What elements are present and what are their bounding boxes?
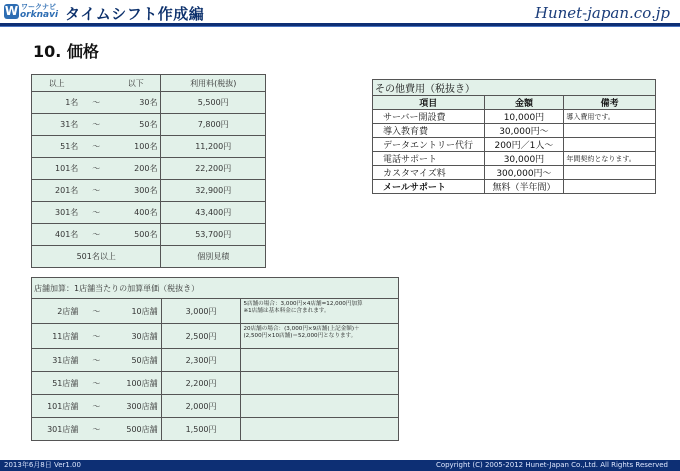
price-row: 301名 ～ 400名 43,400円 xyxy=(32,202,266,224)
store-row: 11店舗 ～ 30店舗 2,500円 20店舗の場合：(3,000円×9店舗(上記金額)＋ (2,500円×10店舗)＝52,000円となります。 xyxy=(32,324,399,349)
footer-date: 2013年6月8日 Ver1.00 xyxy=(4,461,81,469)
price-row: 101名 ～ 200名 22,200円 xyxy=(32,158,266,180)
store-row: 2店舗 ～ 10店舗 3,000円 5店舗の場合：3,000円×4店舗=12,000円加算 ※1店舗は基本料金に含まれます。 xyxy=(32,299,399,324)
other-cost-row: メールサポート 無料（半年間） xyxy=(373,180,656,194)
logo-kana: ワークナビ xyxy=(21,3,56,11)
store-note-5: 5店舗の場合：3,000円×4店舗=12,000円加算 ※1店舗は基本料金に含まれます。 xyxy=(241,299,399,324)
brand-url: Hunet-japan.co.jp xyxy=(534,4,670,22)
store-row: 51店舗 ～ 100店舗 2,200円 xyxy=(32,372,399,395)
document-title: タイムシフト作成編 xyxy=(65,5,205,23)
price-range-over: 501名以上 xyxy=(32,246,161,268)
other-costs-title: その他費用（税抜き） xyxy=(373,80,656,96)
price-table xyxy=(31,74,266,268)
other-costs-table xyxy=(372,79,656,194)
price-table-header xyxy=(32,75,266,92)
header-to: 以下 xyxy=(111,75,161,92)
price-row: 201名 ～ 300名 32,900円 xyxy=(32,180,266,202)
header-rule-light xyxy=(0,26,680,27)
store-addon-table xyxy=(31,277,399,441)
other-cost-row: サーバー開設費 10,000円 導入費用です。 xyxy=(373,110,656,124)
other-cost-row: 導入教育費 30,000円～ xyxy=(373,124,656,138)
logo-letter: W xyxy=(4,4,19,18)
other-cost-row: 電話サポート 30,000円 年間契約となります。 xyxy=(373,152,656,166)
footer-copyright: Copyright (C) 2005-2012 Hunet-Japan Co.,Ltd. All Rights Reserved xyxy=(435,461,668,469)
price-custom-quote: 個別見積 xyxy=(161,246,266,268)
price-row: 31名 ～ 50名 7,800円 xyxy=(32,114,266,136)
section-title: 10. 価格 xyxy=(33,42,99,61)
other-costs-header: 項目 金額 備考 xyxy=(373,96,656,110)
store-row: 301店舗 ～ 500店舗 1,500円 xyxy=(32,418,399,441)
store-note-20: 20店舗の場合：(3,000円×9店舗(上記金額)＋ (2,500円×10店舗)＝52,000円となります。 xyxy=(241,324,399,349)
store-row: 101店舗 ～ 300店舗 2,000円 xyxy=(32,395,399,418)
price-row-last xyxy=(32,246,266,268)
header-from: 以上 xyxy=(32,75,82,92)
other-cost-row: カスタマイズ料 300,000円～ xyxy=(373,166,656,180)
price-row: 401名 ～ 500名 53,700円 xyxy=(32,224,266,246)
store-addon-title: 店舗加算：1店舗当たりの加算単価（税抜き） xyxy=(32,278,399,299)
price-row: 51名 ～ 100名 11,200円 xyxy=(32,136,266,158)
price-row: 1名 ～ 30名 5,500円 xyxy=(32,92,266,114)
logo-word: orknavi xyxy=(20,10,59,20)
header-fee: 利用料(税抜) xyxy=(161,75,266,92)
store-row: 31店舗 ～ 50店舗 2,300円 xyxy=(32,349,399,372)
other-cost-row: データエントリー代行 200円／1人～ xyxy=(373,138,656,152)
